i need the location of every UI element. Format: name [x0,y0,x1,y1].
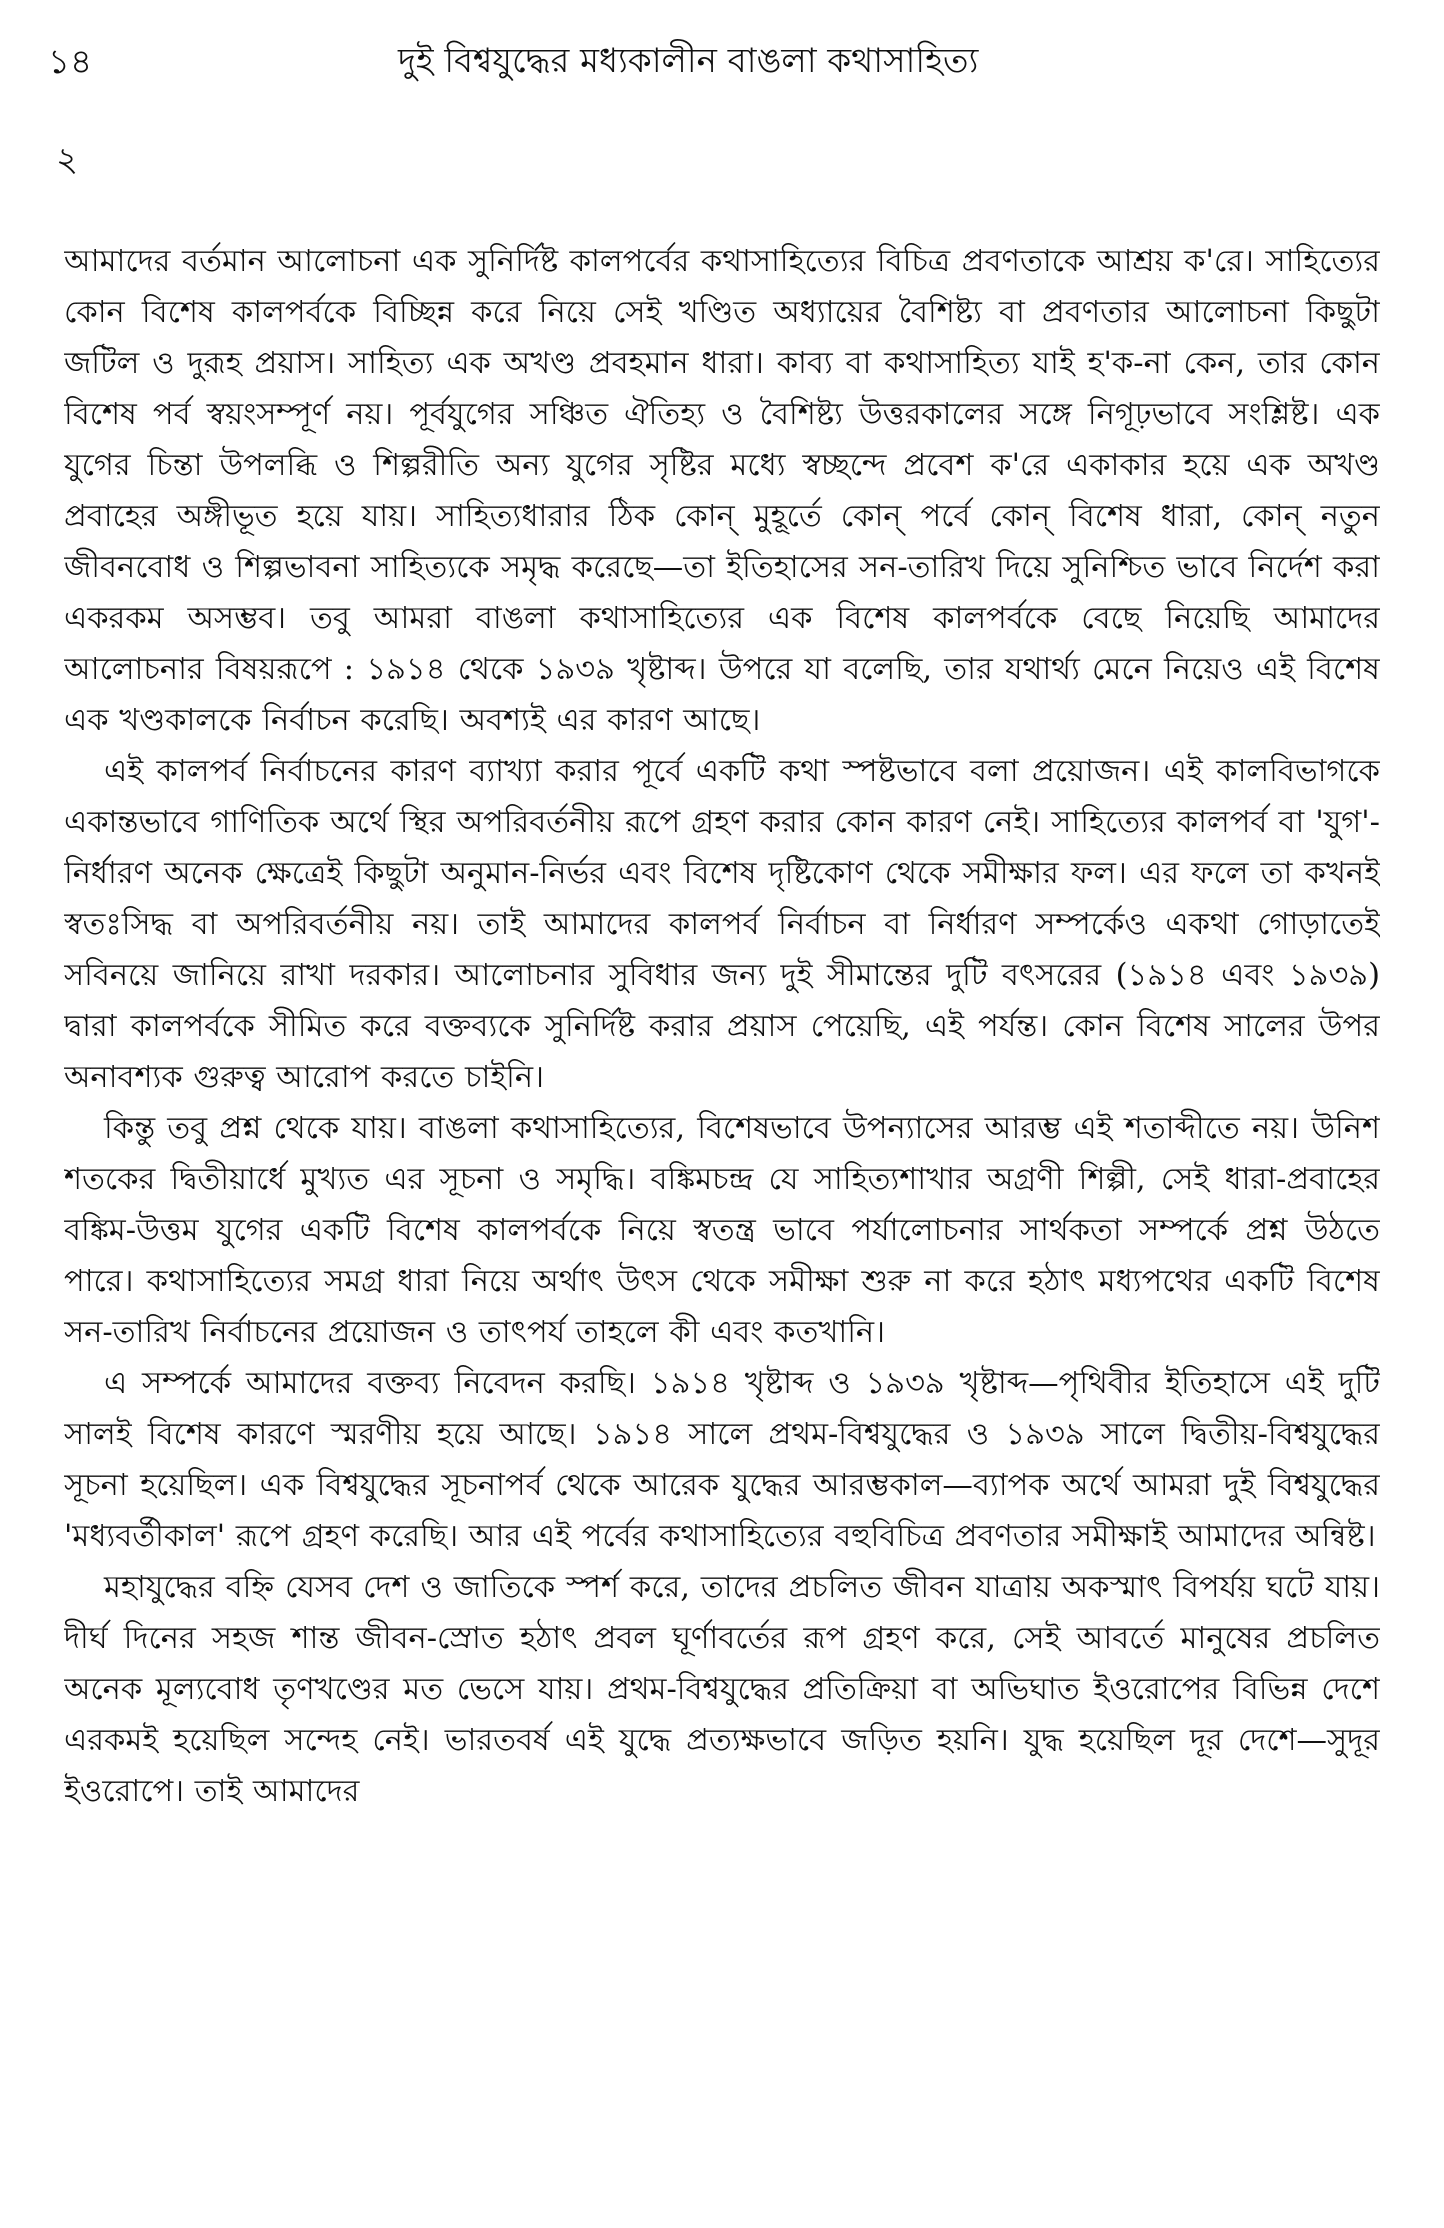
paragraph: কিন্তু তবু প্রশ্ন থেকে যায়। বাঙলা কথাসাহিত্যের, বিশেষভাবে উপন্যাসের আরম্ভ এই শতাব্দীতে নয়। উনিশ শতকের দ্বিতীয়ার্ধে মুখ্যত এর সূচনা ও সমৃদ্ধি। বঙ্কিমচন্দ্র যে সাহিত্যশাখার অগ্রণী শিল্পী, সেই ধারা-প্রবাহের বঙ্কিম-উত্তম যুগের একটি বিশেষ কালপর্বকে নিয়ে স্বতন্ত্র ভাবে পর্যালোচনার সার্থকতা সম্পর্কে প্রশ্ন উঠতে পারে। কথাসাহিত্যের সমগ্র ধারা নিয়ে অর্থাৎ উৎস থেকে সমীক্ষা শুরু না করে হঠাৎ মধ্যপথের একটি বিশেষ সন-তারিখ নির্বাচনের প্রয়োজন ও তাৎপর্য তাহলে কী এবং কতখানি। [64,1111,1380,1350]
paragraph: এই কালপর্ব নির্বাচনের কারণ ব্যাখ্যা করার পূর্বে একটি কথা স্পষ্টভাবে বলা প্রয়োজন। এই কালবিভাগকে একান্তভাবে গাণিতিক অর্থে স্থির অপরিবর্তনীয় রূপে গ্রহণ করার কোন কারণ নেই। সাহিত্যের কালপর্ব বা 'যুগ'-নির্ধারণ অনেক ক্ষেত্রেই কিছুটা অনুমান-নির্ভর এবং বিশেষ দৃষ্টিকোণ থেকে সমীক্ষার ফল। এর ফলে তা কখনই স্বতঃসিদ্ধ বা অপরিবর্তনীয় নয়। তাই আমাদের কালপর্ব নির্বাচন বা নির্ধারণ সম্পর্কেও একথা গোড়াতেই সবিনয়ে জানিয়ে রাখা দরকার। আলোচনার সুবিধার জন্য দুই সীমান্তের দুটি বৎসরের (১৯১৪ এবং ১৯৩৯) দ্বারা কালপর্বকে সীমিত করে বক্তব্যকে সুনির্দিষ্ট করার প্রয়াস পেয়েছি, এই পর্যন্ত। কোন বিশেষ সালের উপর অনাবশ্যক গুরুত্ব আরোপ করতে চাইনি। [64,754,1380,1095]
page-number: ১৪ [48,42,93,82]
paragraph: মহাযুদ্ধের বহ্নি যেসব দেশ ও জাতিকে স্পর্শ করে, তাদের প্রচলিত জীবন যাত্রায় অকস্মাৎ বিপর্যয় ঘটে যায়। দীর্ঘ দিনের সহজ শান্ত জীবন-স্রোত হঠাৎ প্রবল ঘূর্ণাবর্তের রূপ গ্রহণ করে, সেই আবর্তে মানুষের প্রচলিত অনেক মূল্যবোধ তৃণখণ্ডের মত ভেসে যায়। প্রথম-বিশ্বযুদ্ধের প্রতিক্রিয়া বা অভিঘাত ইওরোপের বিভিন্ন দেশে এরকমই হয়েছিল সন্দেহ নেই। ভারতবর্ষ এই যুদ্ধে প্রত্যক্ষভাবে জড়িত হয়নি। যুদ্ধ হয়েছিল দূর দেশে—সুদূর ইওরোপে। তাই আমাদের [64,1570,1380,1809]
section-number: ২ [56,140,79,180]
paragraph: এ সম্পর্কে আমাদের বক্তব্য নিবেদন করছি। ১৯১৪ খৃষ্টাব্দ ও ১৯৩৯ খৃষ্টাব্দ—পৃথিবীর ইতিহাসে এই দুটি সালই বিশেষ কারণে স্মরণীয় হয়ে আছে। ১৯১৪ সালে প্রথম-বিশ্বযুদ্ধের ও ১৯৩৯ সালে দ্বিতীয়-বিশ্বযুদ্ধের সূচনা হয়েছিল। এক বিশ্বযুদ্ধের সূচনাপর্ব থেকে আরেক যুদ্ধের আরম্ভকাল—ব্যাপক অর্থে আমরা দুই বিশ্বযুদ্ধের 'মধ্যবর্তীকাল' রূপে গ্রহণ করেছি। আর এই পর্বের কথাসাহিত্যের বহুবিচিত্র প্রবণতার সমীক্ষাই আমাদের অন্বিষ্ট। [64,1366,1380,1554]
running-header [48,32,1392,96]
paragraph: আমাদের বর্তমান আলোচনা এক সুনির্দিষ্ট কালপর্বের কথাসাহিত্যের বিচিত্র প্রবণতাকে আশ্রয় ক'রে। সাহিত্যের কোন বিশেষ কালপর্বকে বিচ্ছিন্ন করে নিয়ে সেই খণ্ডিত অধ্যায়ের বৈশিষ্ট্য বা প্রবণতার আলোচনা কিছুটা জটিল ও দুরূহ প্রয়াস। সাহিত্য এক অখণ্ড প্রবহমান ধারা। কাব্য বা কথাসাহিত্য যাই হ'ক-না কেন, তার কোন বিশেষ পর্ব স্বয়ংসম্পূর্ণ নয়। পূর্বযুগের সঞ্চিত ঐতিহ্য ও বৈশিষ্ট্য উত্তরকালের সঙ্গে নিগূঢ়ভাবে সংশ্লিষ্ট। এক যুগের চিন্তা উপলব্ধি ও শিল্পরীতি অন্য যুগের সৃষ্টির মধ্যে স্বচ্ছন্দে প্রবেশ ক'রে একাকার হয়ে এক অখণ্ড প্রবাহের অঙ্গীভূত হয়ে যায়। সাহিত্যধারার ঠিক কোন্ মুহূর্তে কোন্ পর্বে কোন্ বিশেষ ধারা, কোন্ নতুন জীবনবোধ ও শিল্পভাবনা সাহিত্যকে সমৃদ্ধ করেছে—তা ইতিহাসের সন-তারিখ দিয়ে সুনিশ্চিত ভাবে নির্দেশ করা একরকম অসম্ভব। তবু আমরা বাঙলা কথাসাহিত্যের এক বিশেষ কালপর্বকে বেছে নিয়েছি আমাদের আলোচনার বিষয়রূপে : ১৯১৪ থেকে ১৯৩৯ খৃষ্টাব্দ। উপরে যা বলেছি, তার যথার্থ্য মেনে নিয়েও এই বিশেষ এক খণ্ডকালকে নির্বাচন করেছি। অবশ্যই এর কারণ আছে। [64,244,1380,738]
body-text [64,236,1380,2196]
book-title: দুই বিশ্বযুদ্ধের মধ্যকালীন বাঙলা কথাসাহিত্য [398,41,979,81]
